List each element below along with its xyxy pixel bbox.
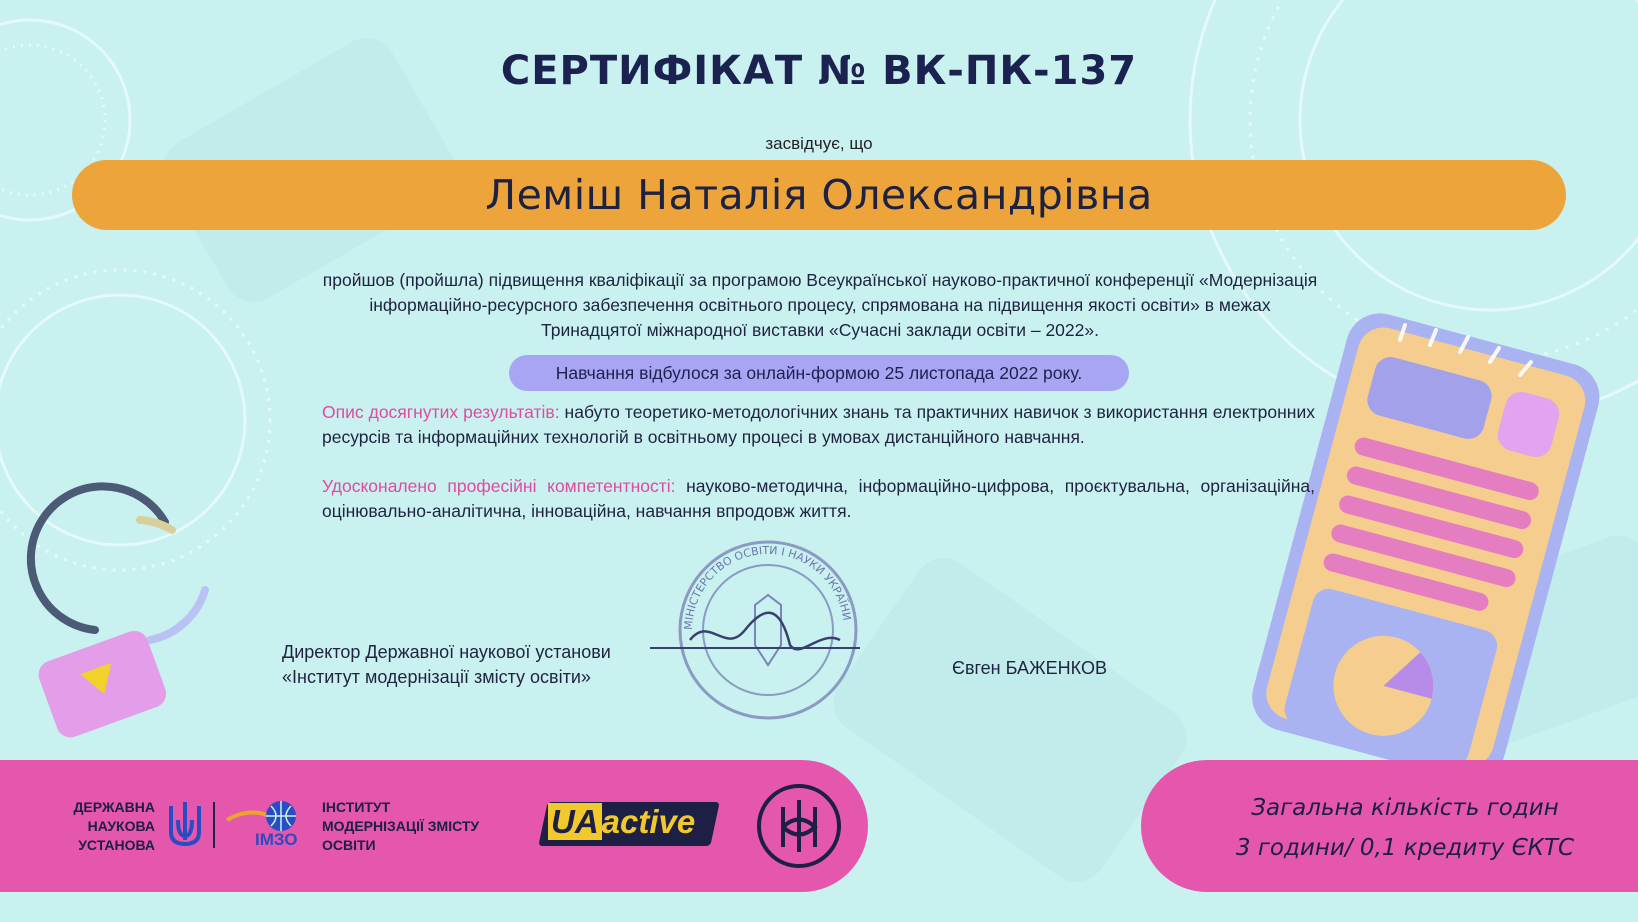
training-info-pill bbox=[509, 355, 1129, 391]
stamp-text: МІНІСТЕРСТВО ОСВІТИ І НАУКИ УКРАЇНИ bbox=[681, 543, 854, 631]
competencies-paragraph bbox=[322, 474, 1315, 524]
program-text: пройшов (пройшла) підвищення кваліфікації за програмою Всеукраїнської науково-практичної конференції «Модернізація інформаційно-ресурсного забезпечення освітнього процесу, спрямована на підвищення якості освіти» в межах Тринадцятої міжнародної виставки «Сучасні заклади освіти – 2022». bbox=[322, 270, 1318, 340]
signer-name: Євген БАЖЕНКОВ bbox=[952, 658, 1107, 678]
certifies-label: засвідчує, що bbox=[765, 134, 873, 153]
competencies-text: науково-методична, інформаційно-цифрова, проєктувальна, організаційна, оцінювально-аналітична, інноваційна, навчання впродовж життя. bbox=[322, 476, 1315, 521]
signer-position-line1: Директор Державної наукової установи bbox=[282, 642, 611, 662]
trident-icon bbox=[166, 800, 204, 850]
hours-title: Загальна кількість годин bbox=[1251, 795, 1559, 821]
logo-uaactive: UAactive bbox=[548, 803, 695, 841]
training-info: Навчання відбулося за онлайн-формою 25 листопада 2022 року. bbox=[555, 362, 1083, 383]
hours-value: 3 години/ 0,1 кредиту ЄКТС bbox=[1235, 835, 1575, 861]
certificate-title: СЕРТИФІКАТ № ВК-ПК-137 bbox=[500, 48, 1138, 94]
results-paragraph bbox=[322, 400, 1315, 450]
hours-info bbox=[1190, 788, 1620, 868]
recipient-name-band bbox=[72, 160, 1566, 230]
logo-divider bbox=[213, 802, 215, 848]
logo-state-institution: ДЕРЖАВНА НАУКОВА УСТАНОВА bbox=[73, 799, 155, 853]
competencies-label: Удосконалено професійні компетентності: bbox=[322, 476, 676, 496]
university-emblem-icon bbox=[755, 782, 843, 870]
official-stamp bbox=[650, 535, 920, 725]
signer-position bbox=[282, 640, 611, 690]
results-text: набуто теоретико-методологічних знань та практичних навичок з використання електронних ресурсів та інформаційних технологій в освітньому процесі в умовах дистанційного навчання. bbox=[322, 402, 1315, 447]
results-label: Опис досягнутих результатів: bbox=[322, 402, 560, 422]
signer-position-line2: «Інститут модернізації змісту освіти» bbox=[282, 667, 591, 687]
logo-imzo-abbr: ІМЗО bbox=[255, 830, 298, 849]
logo-imzo-text: ІНСТИТУТ МОДЕРНІЗАЦІЇ ЗМІСТУ ОСВІТИ bbox=[322, 799, 480, 853]
recipient-name: Леміш Наталія Олександрівна bbox=[485, 171, 1153, 219]
